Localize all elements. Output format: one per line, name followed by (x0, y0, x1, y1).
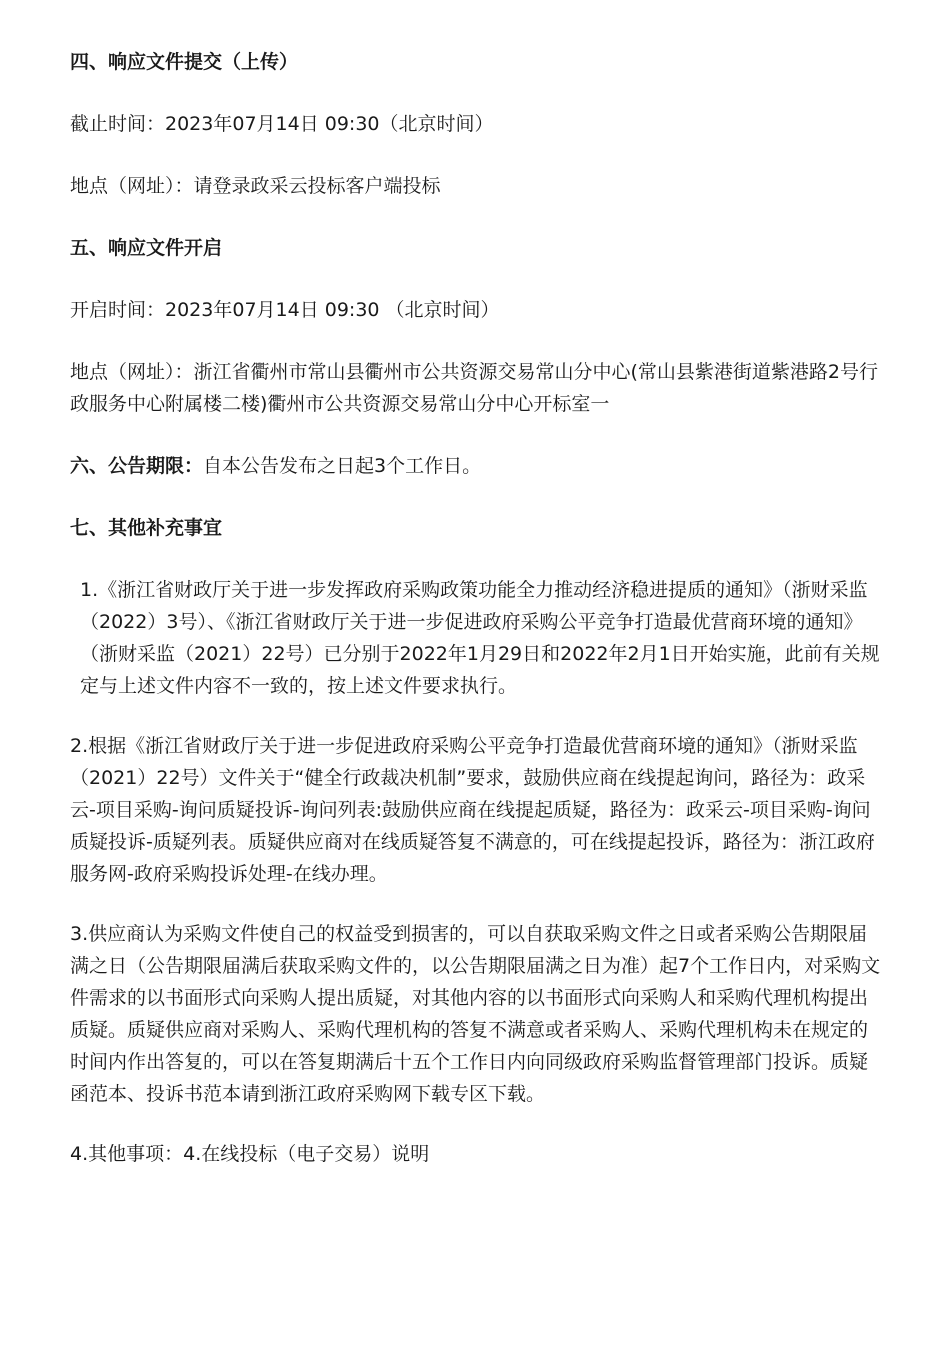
announcement-period-label: 六、公告期限： (70, 455, 204, 477)
supplement-item-1: 1.《浙江省财政厅关于进一步发挥政府采购政策功能全力推动经济稳进提质的通知》（浙财采监（2022）3号）、《浙江省财政厅关于进一步促进政府采购公平竞争打造最优营商环境的通知》（浙财采监（2021）22号）已分别于2022年1月29日和2022年2月1日开始实施，此前有关规定与上述文件内容不一致的，按上述文件要求执行。 (80, 579, 880, 697)
submission-deadline: 截止时间：2023年07月14日 09:30（北京时间） (70, 113, 494, 135)
section-5-heading: 五、响应文件开启 (70, 237, 223, 259)
announcement-period (70, 450, 882, 482)
supplement-item-4: 4.其他事项：4.在线投标（电子交易）说明 (70, 1143, 430, 1165)
supplement-item-2: 2.根据《浙江省财政厅关于进一步促进政府采购公平竞争打造最优营商环境的通知》（浙财采监（2021）22号）文件关于“健全行政裁决机制”要求，鼓励供应商在线提起询问，路径为：政采云-项目采购-询问质疑投诉-询问列表:鼓励供应商在线提起质疑，路径为：政采云-项目采购-询问质疑投诉-质疑列表。质疑供应商对在线质疑答复不满意的，可在线提起投诉，路径为：浙江政府服务网-政府采购投诉处理-在线办理。 (70, 735, 875, 885)
document-page (70, 46, 882, 1170)
opening-time: 开启时间：2023年07月14日 09:30 （北京时间） (70, 299, 500, 321)
section-4-heading: 四、响应文件提交（上传） (70, 51, 299, 73)
section-7-heading: 七、其他补充事宜 (70, 517, 223, 539)
announcement-period-text: 自本公告发布之日起3个工作日。 (203, 455, 482, 477)
supplement-item-3: 3.供应商认为采购文件使自己的权益受到损害的，可以自获取采购文件之日或者采购公告期限届满之日（公告期限届满后获取采购文件的，以公告期限届满之日为准）起7个工作日内，对采购文件需求的以书面形式向采购人提出质疑，对其他内容的以书面形式向采购人和采购代理机构提出质疑。质疑供应商对采购人、采购代理机构的答复不满意或者采购人、采购代理机构未在规定的时间内作出答复的，可以在答复期满后十五个工作日内向同级政府采购监督管理部门投诉。质疑函范本、投诉书范本请到浙江政府采购网下载专区下载。 (70, 923, 881, 1105)
submission-location: 地点（网址）：请登录政采云投标客户端投标 (70, 175, 441, 197)
opening-location: 地点（网址）：浙江省衢州市常山县衢州市公共资源交易常山分中心(常山县紫港街道紫港路2号行政服务中心附属楼二楼)衢州市公共资源交易常山分中心开标室一 (70, 361, 879, 415)
